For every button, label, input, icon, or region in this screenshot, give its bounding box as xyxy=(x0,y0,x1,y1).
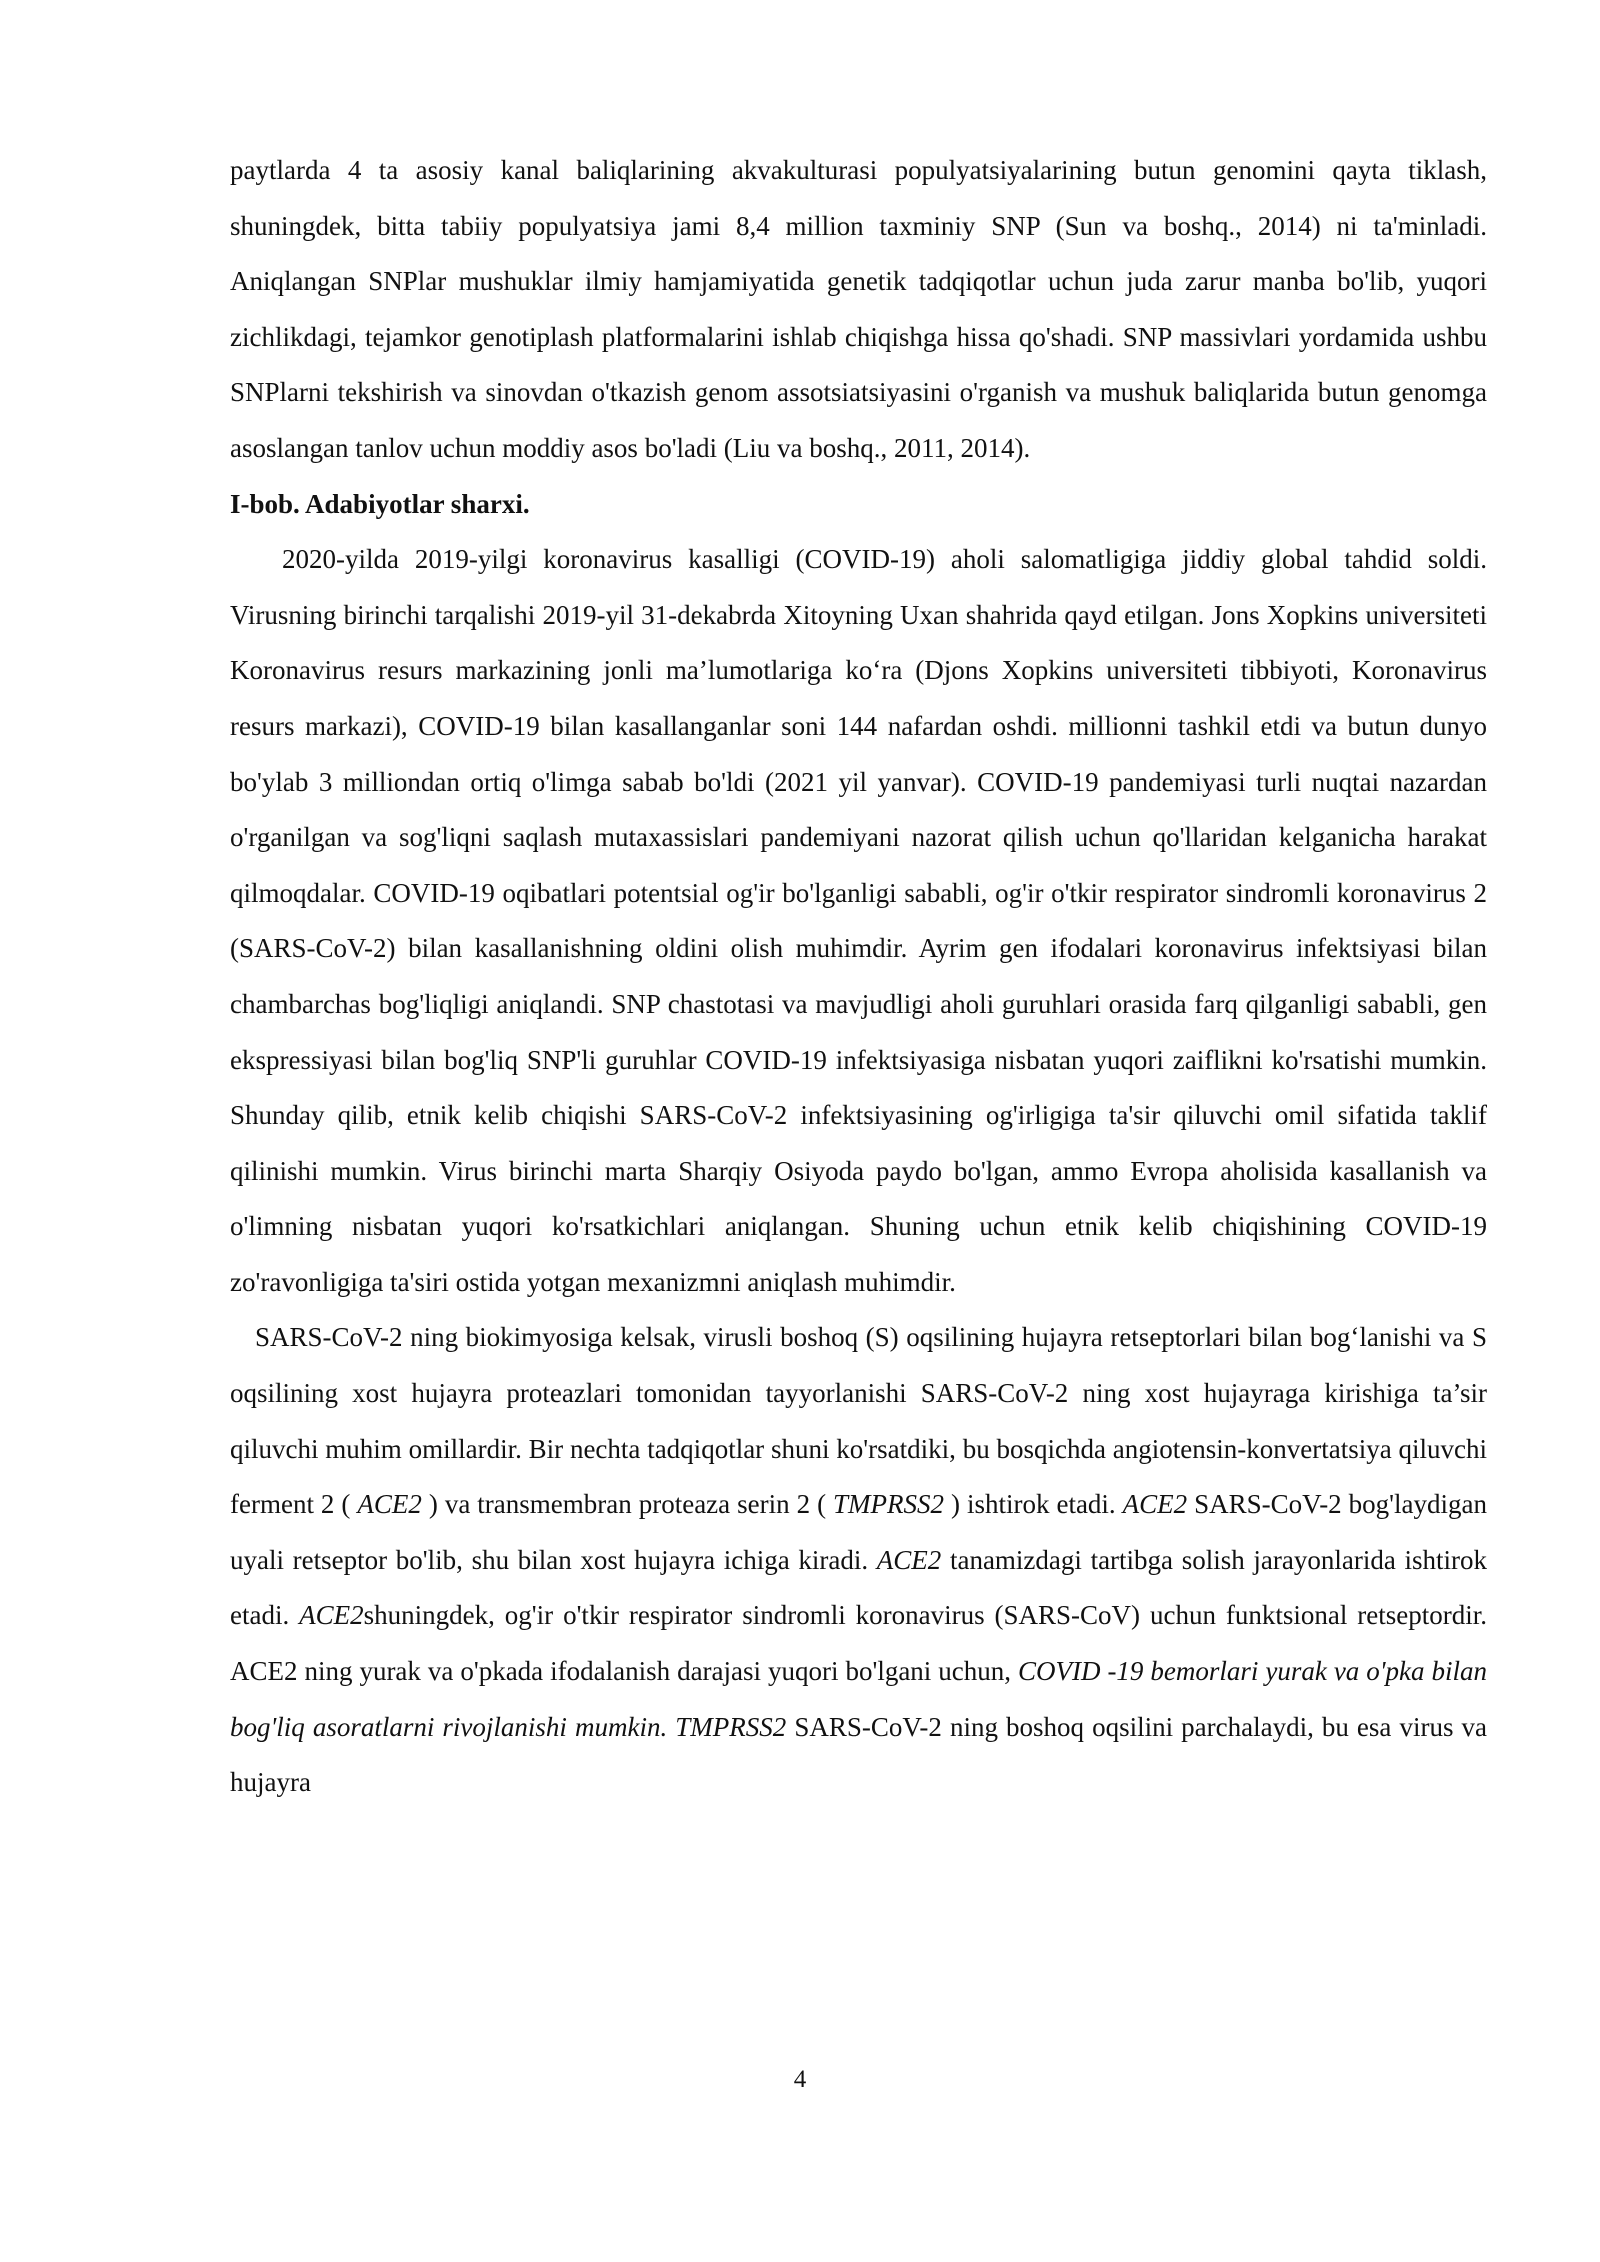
paragraph-sars-cov-2-biochemistry xyxy=(230,1310,1487,1810)
text-run: SARS-CoV-2 ning biokimyosiga kelsak, virusli boshoq (S) oqsilining hujayra retseptorlari bilan bog‘lanishi va S oqsilining xost hujayra proteazlari tomonidan tayyorlanishi SARS-CoV-2 ning xost hujayraga kirishiga ta’sir qiluvchi muhim omillardir. Bir nechta tadqiqotlar shuni ko'rsatdiki, bu bosqichda angiotensin-konvertatsiya qiluvchi ferment 2 ( xyxy=(230,1322,1487,1520)
gene-name-ace2: ACE2 xyxy=(357,1489,422,1520)
document-body xyxy=(230,143,1487,1811)
page-number: 4 xyxy=(793,2066,807,2093)
gene-name-ace2: ACE2 xyxy=(299,1600,364,1631)
text-run: ) ishtirok etadi. xyxy=(944,1489,1123,1520)
section-heading: I-bob. Adabiyotlar sharxi. xyxy=(230,488,530,519)
gene-name-tmprss2: TMPRSS2 xyxy=(675,1711,787,1742)
gene-name-ace2: ACE2 xyxy=(876,1544,942,1575)
text-run: SARS-CoV-2 bog'laydigan uyali retseptor bo'lib, shu bilan xost hujayra ichiga kiradi. xyxy=(230,1489,1487,1575)
italic-statement: COVID -19 bemorlari yurak va o'pka bilan bog'liq asoratlarni rivojlanishi mumkin. xyxy=(230,1656,1487,1742)
text-run: tanamizdagi tartibga solish jarayonlarida ishtirok etadi. xyxy=(230,1544,1487,1631)
paragraph-covid-intro: 2020-yilda 2019-yilgi koronavirus kasalligi (COVID-19) aholi salomatligiga jiddiy global tahdid soldi. Virusning birinchi tarqalishi 2019-yil 31-dekabrda Xitoyning Uxan shahrida qayd etilgan. Jons Xopkins universiteti Koronavirus resurs markazining jonli ma’lumotlariga ko‘ra (Djons Xopkins universiteti tibbiyoti, Koronavirus resurs markazi), COVID-19 bilan kasallanganlar soni 144 nafardan oshdi. millionni tashkil etdi va butun dunyo bo'ylab 3 milliondan ortiq o'limga sabab bo'ldi (2021 yil yanvar). COVID-19 pandemiyasi turli nuqtai nazardan o'rganilgan va sog'liqni saqlash mutaxassislari pandemiyani nazorat qilish uchun qo'llaridan kelganicha harakat qilmoqdalar. COVID-19 oqibatlari potentsial og'ir bo'lganligi sababli, og'ir o'tkir respirator sindromli koronavirus 2 (SARS-CoV-2) bilan kasallanishning oldini olish muhimdir. Ayrim gen ifodalari koronavirus infektsiyasi bilan chambarchas bog'liqligi aniqlandi. SNP chastotasi va mavjudligi aholi guruhlari orasida farq qilganligi sababli, gen ekspressiyasi bilan bog'liq SNP'li guruhlar COVID-19 infektsiyasiga nisbatan yuqori zaiflikni ko'rsatishi mumkin. Shunday qilib, etnik kelib chiqishi SARS-CoV-2 infektsiyasining og'irligiga ta'sir qiluvchi omil sifatida taklif qilinishi mumkin. Virus birinchi marta Sharqiy Osiyoda paydo bo'lgan, ammo Evropa aholisida kasallanish va o'limning nisbatan yuqori ko'rsatkichlari aniqlangan. Shuning uchun etnik kelib chiqishining COVID-19 zo'ravonligiga ta'siri ostida yotgan mexanizmni aniqlash muhimdir. xyxy=(230,544,1487,1297)
gene-name-ace2: ACE2 xyxy=(1122,1489,1188,1520)
text-run: ) va transmembran proteaza serin 2 ( xyxy=(421,1489,834,1520)
paragraph-continued: paytlarda 4 ta asosiy kanal baliqlarining akvakulturasi populyatsiyalarining butun genomini qayta tiklash, shuningdek, bitta tabiiy populyatsiya jami 8,4 million taxminiy SNP (Sun va boshq., 2014) ni ta'minladi. Aniqlangan SNPlar mushuklar ilmiy hamjamiyatida genetik tadqiqotlar uchun juda zarur manba bo'lib, yuqori zichlikdagi, tejamkor genotiplash platformalarini ishlab chiqishga hissa qo'shadi. SNP massivlari yordamida ushbu SNPlarni tekshirish va sinovdan o'tkazish genom assotsiatsiyasini o'rganish va mushuk baliqlarida butun genomga asoslangan tanlov uchun moddiy asos bo'ladi (Liu va boshq., 2011, 2014). xyxy=(230,155,1487,463)
gene-name-tmprss2: TMPRSS2 xyxy=(833,1489,945,1520)
text-run: SARS-CoV-2 ning boshoq oqsilini parchalaydi, bu esa virus va hujayra xyxy=(230,1711,1488,1798)
text-run: shuningdek, og'ir o'tkir respirator sindromli koronavirus (SARS-CoV) uchun funktsional retseptordir. ACE2 ning yurak va o'pkada ifodalanish darajasi yuqori bo'lgani uchun, xyxy=(230,1600,1487,1687)
